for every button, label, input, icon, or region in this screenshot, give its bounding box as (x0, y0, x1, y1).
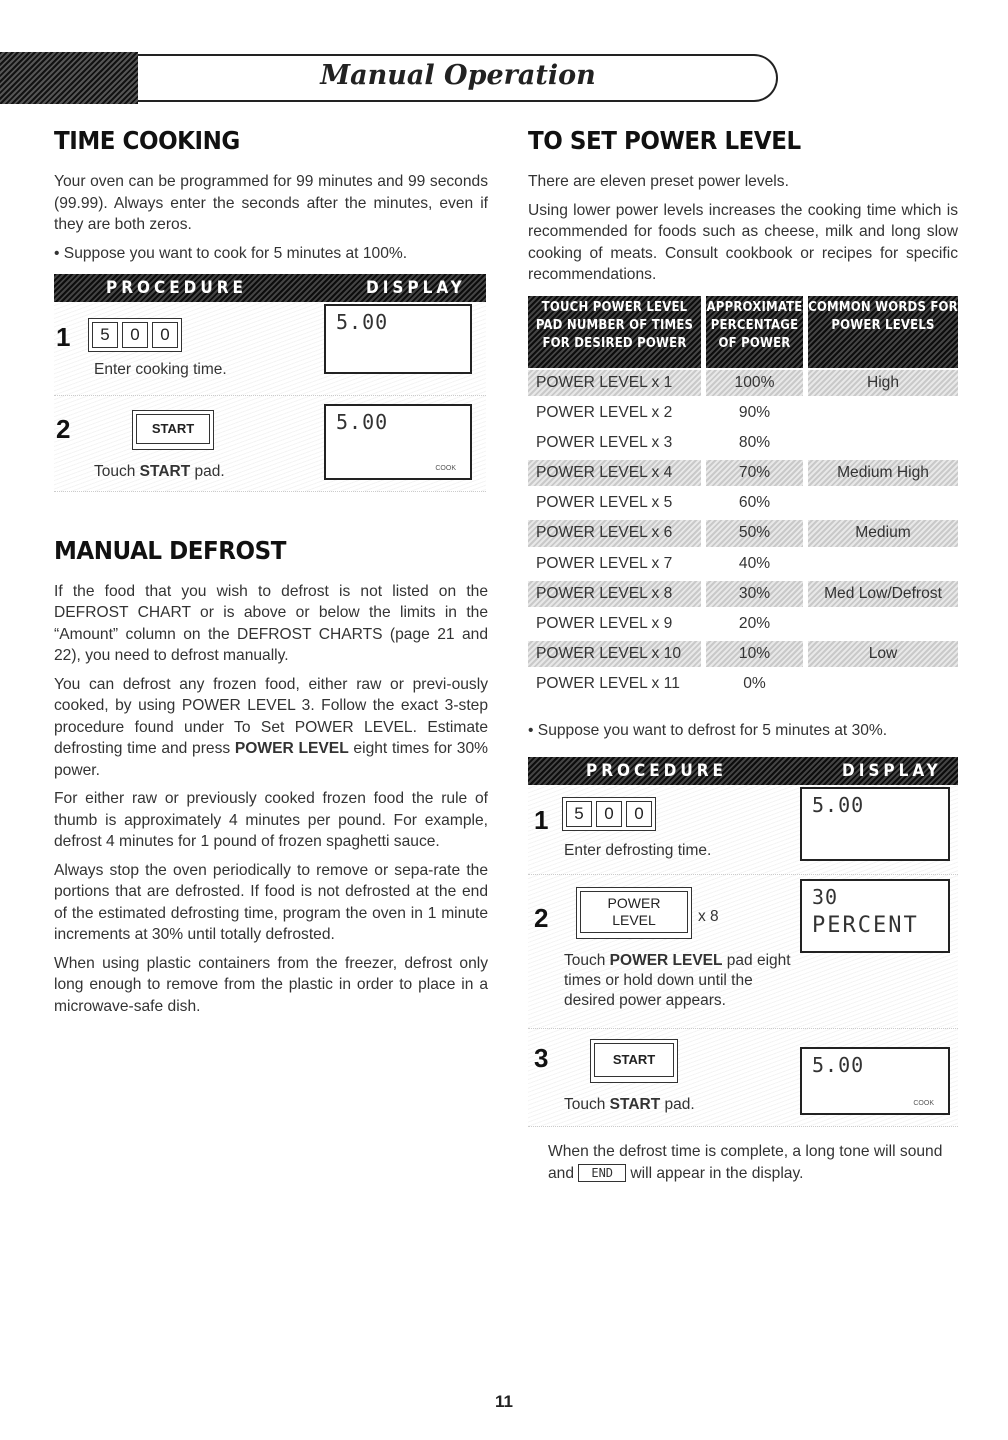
table-row (528, 428, 958, 458)
table-row (528, 458, 958, 488)
power-paragraph-2: Using lower power levels increases the cooking time which is recommended for foods such as cheese, milk and long slow cooking of meats. Consult cookbook or recipes for specific recommendations. (528, 201, 958, 283)
table-cell-pct: 60% (738, 494, 771, 512)
table-cell-pad: POWER LEVEL x 8 (528, 581, 701, 607)
display-panel (324, 404, 472, 480)
time-cooking-heading: TIME COOKING (54, 126, 240, 155)
press-count: x 8 (698, 907, 719, 925)
display-panel (800, 787, 950, 861)
display-value: 30 (812, 884, 839, 909)
time-cooking-bullet: • Suppose you want to cook for 5 minutes at 100%. (54, 244, 408, 262)
start-label: START (136, 414, 210, 444)
step-2 (54, 396, 486, 492)
table-cell-pad: POWER LEVEL x 6 (528, 520, 701, 546)
table-row (528, 488, 958, 518)
table-cell-pad: POWER LEVEL x 1 (528, 370, 701, 396)
defrost-paragraph-4: Always stop the oven periodically to remove or sepa-rate the portions that are defrosted. If food is not defrosted at the end of the estimated defrosting time, program the oven in 1 minute increments at 30% until totally defrosted. (54, 861, 488, 943)
page-number: 11 (495, 1392, 513, 1411)
header-pad: TOUCH POWER LEVEL PAD NUMBER OF TIMES FOR DESIRED POWER (528, 296, 701, 368)
table-cell-word (808, 428, 958, 458)
table-cell-pad: POWER LEVEL x 11 (536, 675, 680, 693)
display-panel (324, 304, 472, 374)
step-text: Enter cooking time. (94, 360, 227, 378)
power-label-line1: POWER (607, 894, 661, 911)
right-column (528, 126, 958, 1185)
manual-defrost-heading: MANUAL DEFROST (54, 535, 286, 565)
start-button[interactable] (132, 410, 214, 450)
table-cell-word: Med Low/Defrost (808, 581, 958, 607)
step-number: 1 (534, 804, 549, 835)
step-number: 2 (56, 413, 71, 444)
page-title: Manual Operation (320, 60, 596, 91)
defrost-paragraph-3: For either raw or previously cooked frozen food the rule of thumb is approximately 4 minutes per pound. For example, defrost 4 minutes for 1 pound of frozen spaghetti sauce. (54, 790, 488, 850)
time-cooking-procedure (54, 274, 486, 492)
table-cell-pad: POWER LEVEL x 5 (536, 494, 673, 512)
power-label-line2: LEVEL (612, 911, 656, 928)
table-cell-pct: 30% (706, 581, 803, 607)
step-text: Touch POWER LEVEL pad eight times or hold down until the desired power appears. (564, 951, 791, 1009)
table-header (528, 296, 958, 368)
table-row (528, 579, 958, 609)
table-cell-word (808, 398, 958, 428)
table-cell-pad: POWER LEVEL x 10 (528, 641, 701, 667)
keypad-entry (562, 797, 656, 831)
procedure-header (528, 757, 958, 785)
step-text: Touch START pad. (94, 462, 225, 480)
power-level-heading: TO SET POWER LEVEL (528, 126, 801, 155)
step-1 (528, 785, 958, 875)
keypad-entry (88, 318, 182, 352)
table-row (528, 669, 958, 699)
procedure-header (54, 274, 486, 302)
table-cell-word (808, 549, 958, 579)
start-label: START (594, 1043, 674, 1077)
display-label: DISPLAY (366, 277, 466, 298)
defrost-paragraph-2: You can defrost any frozen food, either raw or previ-ously cooked, by using POWER LEVEL 3. Follow the exact 3-step procedure found under To Set POWER LEVEL. Estimate defrosting time and press POWER LEVEL eight times for 30% power. (54, 675, 488, 779)
key-0[interactable]: 0 (626, 801, 652, 827)
display-value: 5.00 (336, 309, 389, 334)
display-percent: PERCENT (812, 912, 919, 938)
left-column (54, 126, 488, 1024)
table-row (528, 639, 958, 669)
table-cell-word (808, 609, 958, 639)
defrost-paragraph-1: If the food that you wish to defrost is not listed on the DEFROST CHART or is above or below the limits in the “Amount” column on the DEFROST CHARTS (page 21 and 22), you need to defrost manually. (54, 582, 488, 664)
display-panel (800, 879, 950, 953)
table-cell-word: Medium (808, 520, 958, 546)
time-cooking-paragraph: Your oven can be programmed for 99 minutes and 99 seconds (99.99). Always enter the seconds after the minutes, even if they are both zeros. (54, 173, 488, 233)
table-row (528, 398, 958, 428)
end-note: When the defrost time is complete, a long tone will sound and END will appear in the display. (548, 1142, 943, 1182)
step-text: Touch START pad. (564, 1095, 695, 1113)
table-cell-pad: POWER LEVEL x 3 (536, 433, 673, 451)
step-number: 3 (534, 1042, 549, 1073)
table-cell-pad: POWER LEVEL x 2 (536, 403, 673, 421)
table-row (528, 518, 958, 548)
defrost-bullet: • Suppose you want to defrost for 5 minutes at 30%. (528, 721, 888, 739)
header-percentage: APPROXIMATE PERCENTAGE OF POWER (706, 296, 803, 368)
table-cell-pad: POWER LEVEL x 9 (536, 615, 673, 632)
table-cell-word (808, 488, 958, 518)
key-0[interactable]: 0 (122, 322, 148, 348)
defrost-procedure (528, 757, 958, 1185)
header-banner (0, 52, 790, 104)
table-cell-pct: 80% (738, 433, 771, 451)
display-panel (800, 1047, 950, 1115)
step-number: 1 (56, 321, 71, 352)
key-0[interactable]: 0 (596, 801, 622, 827)
table-row (528, 609, 958, 639)
table-cell-word: Low (808, 641, 958, 667)
key-5[interactable]: 5 (566, 801, 592, 827)
table-cell-pct: 20% (738, 615, 771, 632)
table-cell-word (808, 669, 958, 699)
table-cell-pct: 100% (706, 370, 803, 396)
banner-stripe (0, 52, 138, 104)
defrost-paragraph-5: When using plastic containers from the freezer, defrost only long enough to remove from the plastic in order to place in a microwave-safe dish. (54, 954, 488, 1015)
step-number: 2 (534, 902, 549, 933)
step-3 (528, 1029, 958, 1127)
table-cell-pct: 50% (706, 520, 803, 546)
table-cell-pad: POWER LEVEL x 4 (528, 460, 701, 486)
display-label: DISPLAY (842, 760, 942, 781)
table-cell-word: Medium High (808, 460, 958, 486)
start-button[interactable] (590, 1039, 678, 1083)
table-row (528, 549, 958, 579)
table-cell-pct: 10% (706, 641, 803, 667)
table-cell-word: High (808, 370, 958, 396)
power-paragraph-1: There are eleven preset power levels. (528, 173, 789, 190)
key-0[interactable]: 0 (152, 322, 178, 348)
power-level-table (528, 296, 958, 700)
cook-indicator: COOK (913, 1099, 934, 1107)
power-level-button[interactable] (576, 887, 692, 939)
table-cell-pct: 90% (738, 403, 771, 421)
end-display: END (578, 1164, 626, 1182)
table-cell-pct: 40% (738, 554, 771, 572)
step-1 (54, 302, 486, 396)
table-cell-pad: POWER LEVEL x 7 (536, 554, 673, 572)
display-value: 5.00 (812, 1052, 865, 1077)
procedure-label: PROCEDURE (586, 760, 728, 781)
display-value: 5.00 (336, 409, 389, 434)
step-text: Enter defrosting time. (564, 841, 712, 859)
table-cell-pct: 0% (743, 675, 766, 693)
table-cell-pct: 70% (706, 460, 803, 486)
table-row (528, 368, 958, 398)
display-value: 5.00 (812, 792, 865, 817)
step-2 (528, 875, 958, 1029)
key-5[interactable]: 5 (92, 322, 118, 348)
header-common-words: COMMON WORDS FOR POWER LEVELS (808, 296, 958, 368)
cook-indicator: COOK (435, 464, 456, 472)
procedure-label: PROCEDURE (106, 277, 248, 298)
